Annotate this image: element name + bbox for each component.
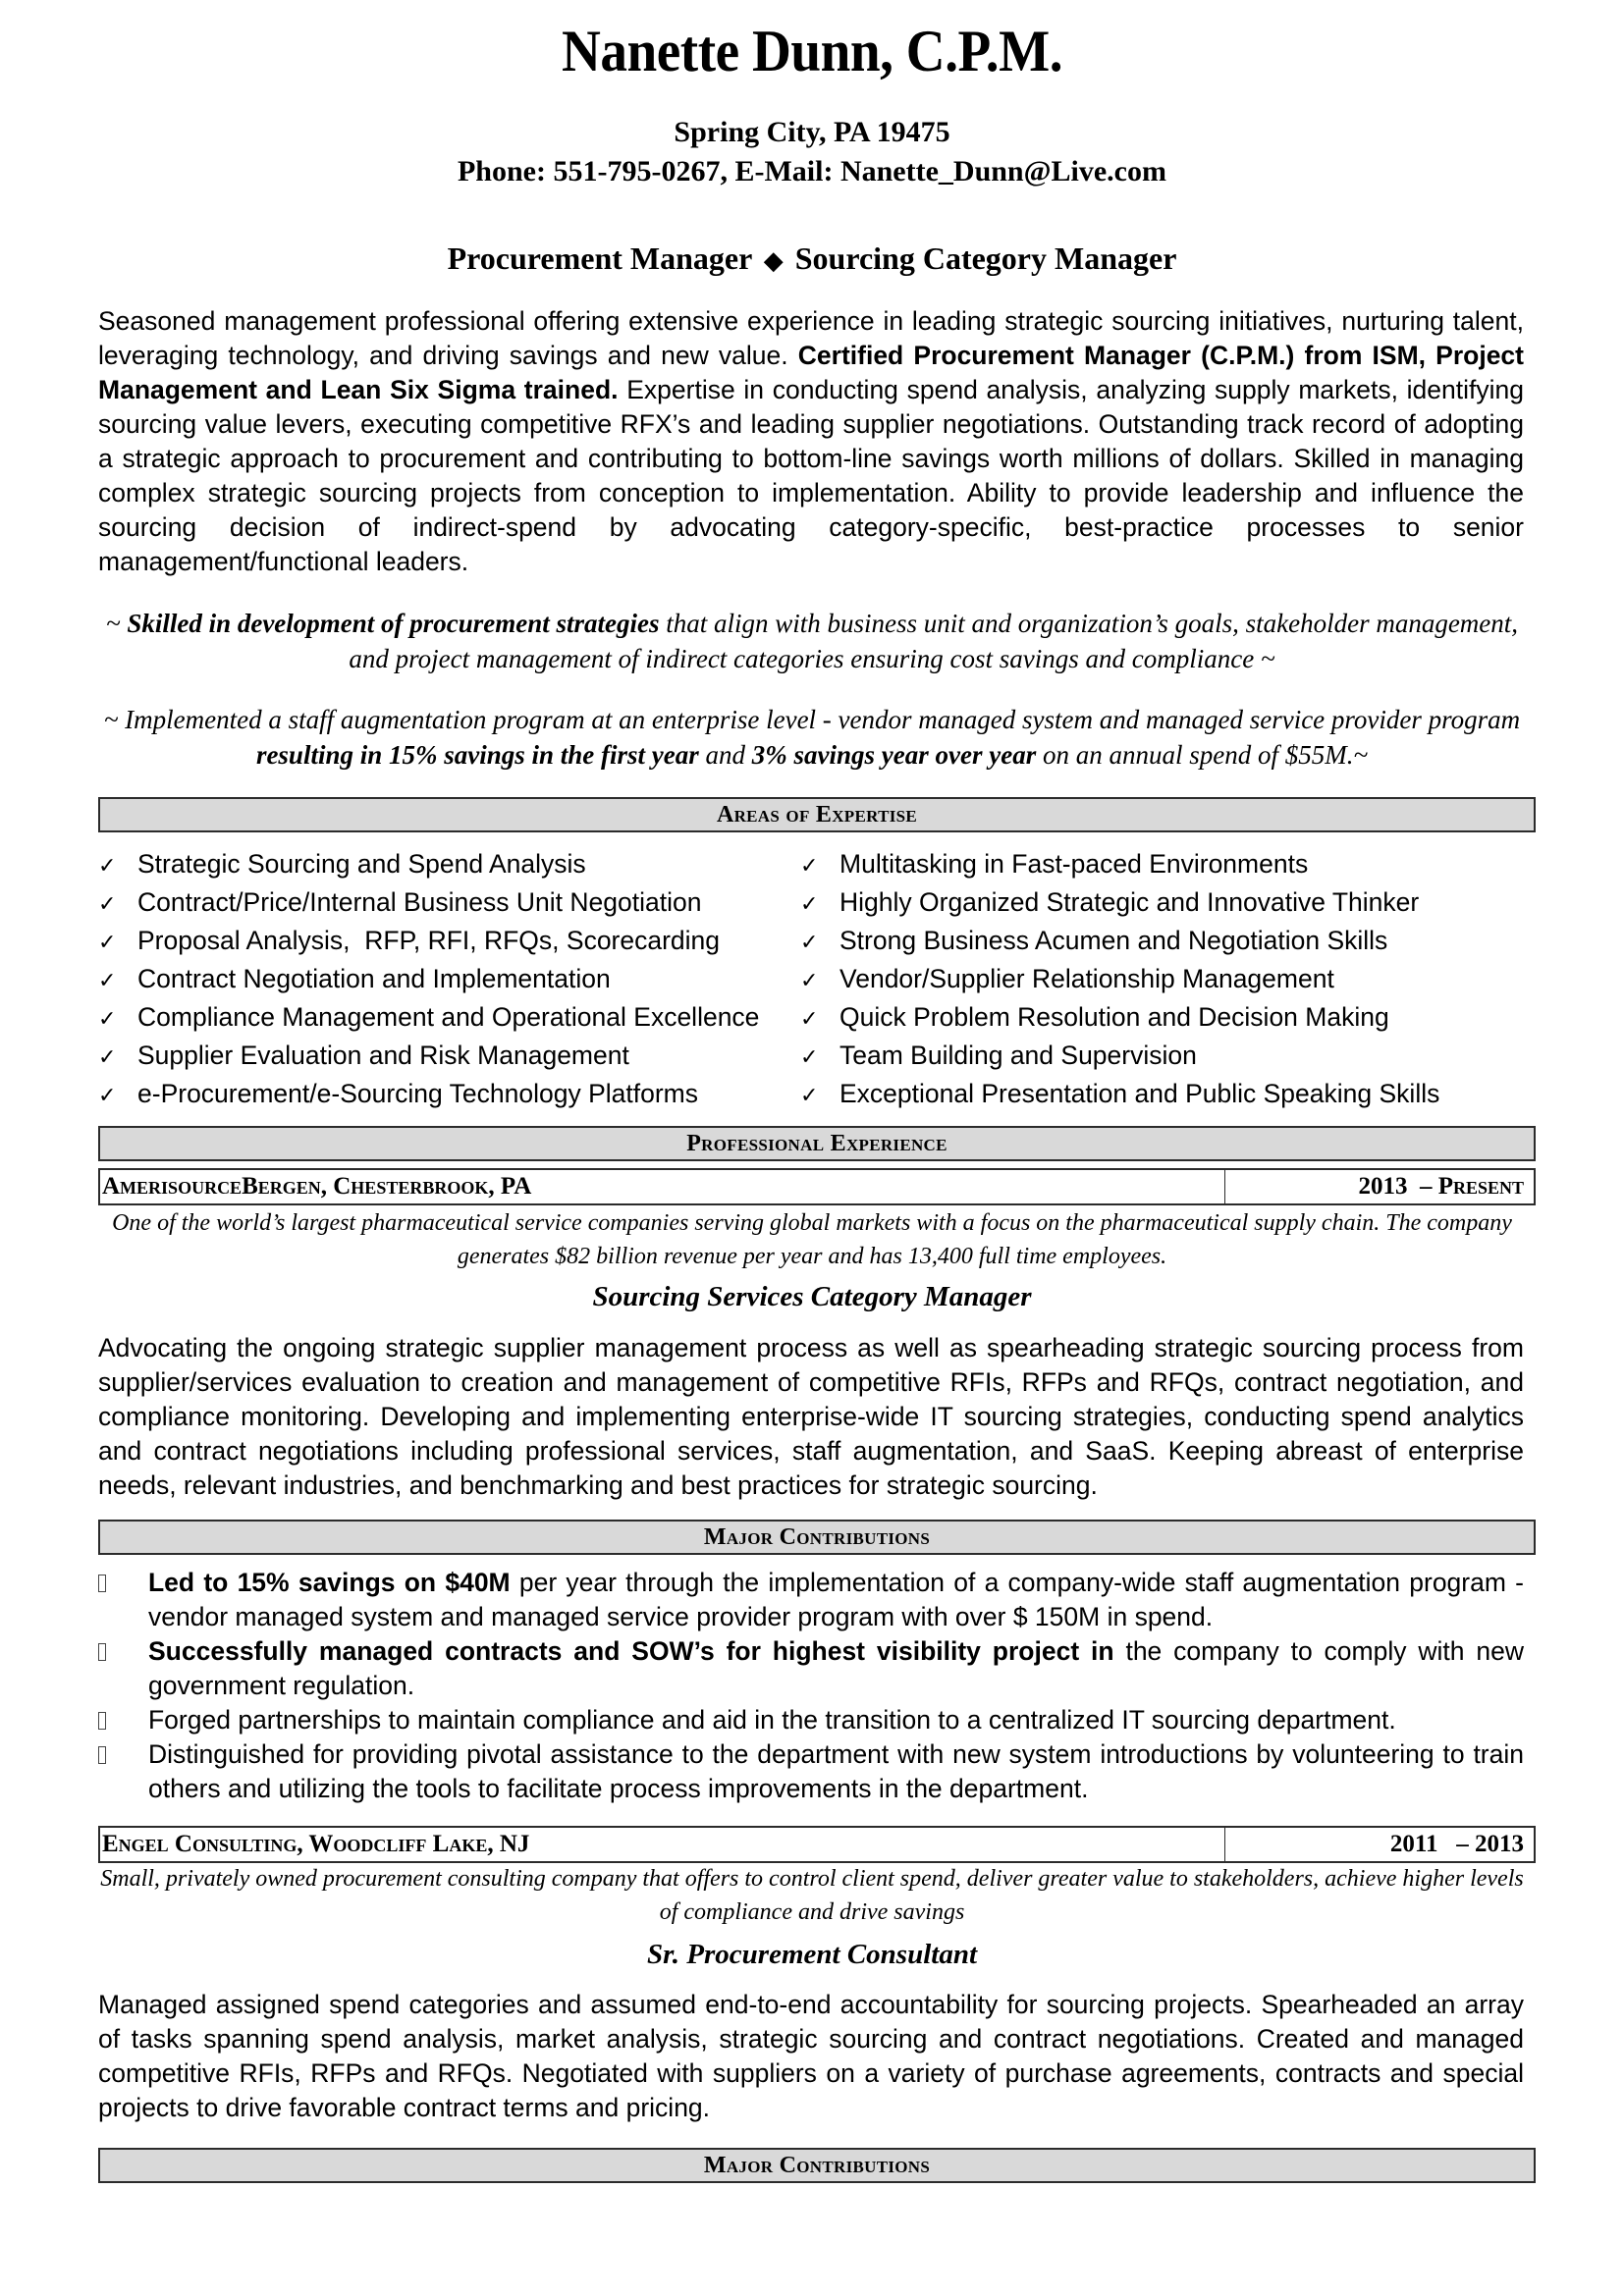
expertise-item (800, 846, 1439, 884)
tilde: ~ (105, 609, 128, 638)
check-icon: ✓ (98, 892, 117, 917)
expertise-label: Supplier Evaluation and Risk Management (137, 1041, 629, 1070)
check-icon: ✓ (98, 1007, 117, 1032)
check-icon: ✓ (98, 931, 117, 955)
section-header-contributions: Major Contributions (98, 2148, 1536, 2183)
expertise-label: Strong Business Acumen and Negotiation Skills (839, 926, 1388, 955)
contribution-item (98, 1737, 1524, 1806)
candidate-name: Nanette Dunn, C.P.M. (561, 19, 1063, 83)
section-header-experience: Professional Experience (98, 1126, 1536, 1161)
section-header-expertise: Areas of Expertise (98, 797, 1536, 832)
summary-text-continued: Expertise in conducting spend analysis, analyzing supply markets, identifying sourcing value levers, executing competitive RFX’s and leading supplier negotiations. Outstanding track record of adopting a strategic approach to procurement and contributing to bottom-line savings worth millions of dollars. Skilled in managing complex strategic sourcing projects from conception to implementation. Ability to provide leadership and influence the sourcing decision of indirect-spend by advocating category-specific, best-practice processes to senior management/functional leaders. (98, 375, 1524, 576)
expertise-item (98, 999, 759, 1038)
headline (0, 240, 1624, 277)
job-title: Sourcing Services Category Manager (592, 1281, 1032, 1312)
expertise-label: Vendor/Supplier Relationship Management (839, 964, 1334, 993)
contribution-item (98, 1566, 1524, 1634)
check-icon: ✓ (800, 892, 819, 917)
check-icon: ✓ (800, 1045, 819, 1070)
highlight-text: that align with business unit and organization’s goals, stakeholder management, and project management of indirect categories ensuring cost savings and compliance ~ (349, 609, 1519, 673)
highlight-bold: resulting in 15% savings in the first year (255, 740, 699, 770)
highlight-bold: 3% savings year over year (751, 740, 1037, 770)
check-icon: ✓ (800, 1007, 819, 1032)
contribution-text: the company to comply with new government regulation. (148, 1636, 1524, 1700)
job-summary: Managed assigned spend categories and assumed end-to-end accountability for sourcing projects. Spearheaded an array of tasks spanning spend analysis, market analysis, strategic sourcing and contract negotiations. Created and managed competitive RFIs, RFPs and RFQs. Negotiated with suppliers on a variety of purchase agreements, contracts and special projects to drive favorable contract terms and pricing. (98, 1990, 1524, 2122)
expertise-label: Exceptional Presentation and Public Speaking Skills (839, 1079, 1440, 1108)
job-header-amerisourcebergen (98, 1168, 1536, 1205)
summary-text: Seasoned management professional offering extensive experience in leading strategic sourcing initiatives, nurturing talent, leveraging technology, and driving savings and new value. (98, 306, 1524, 370)
headline-role-2: Sourcing Category Manager (794, 240, 1177, 276)
expertise-label: Contract Negotiation and Implementation (137, 964, 611, 993)
bullet-icon (98, 1643, 106, 1661)
company-name: AmerisourceBergen, Chesterbrook, PA (102, 1173, 532, 1200)
check-icon: ✓ (98, 969, 117, 993)
check-icon: ✓ (800, 854, 819, 879)
summary-certification: Certified Procurement Manager (C.P.M.) from ISM, Project Management and Lean Six Sigma trained. (98, 341, 1524, 404)
expertise-label: Contract/Price/Internal Business Unit Negotiation (137, 887, 702, 917)
expertise-label: Proposal Analysis, RFP, RFI, RFQs, Scorecarding (137, 926, 721, 955)
expertise-item (98, 961, 759, 999)
job-title: Sr. Procurement Consultant (646, 1939, 978, 1970)
expertise-item (98, 884, 759, 923)
highlight-strategies (88, 606, 1536, 676)
expertise-label: Compliance Management and Operational Excellence (137, 1002, 760, 1032)
contribution-bold: Led to 15% savings on $40M (148, 1568, 511, 1597)
expertise-item (800, 1076, 1439, 1114)
expertise-label: Quick Problem Resolution and Decision Making (839, 1002, 1389, 1032)
contact-line: Phone: 551-795-0267, E-Mail: Nanette_Dunn@Live.com (457, 155, 1166, 187)
expertise-item (98, 1038, 759, 1076)
job-header-engel-consulting (98, 1826, 1536, 1863)
headline-role-1: Procurement Manager (447, 240, 752, 276)
check-icon: ✓ (800, 931, 819, 955)
highlight-text: on an annual spend of $55M.~ (1036, 740, 1369, 770)
company-name: Engel Consulting, Woodcliff Lake, NJ (102, 1831, 530, 1857)
address: Spring City, PA 19475 (674, 116, 950, 148)
company-description: Small, privately owned procurement consulting company that offers to control client spend, deliver greater value to stakeholders, achieve higher levels of compliance and drive savings (100, 1866, 1524, 1925)
expertise-label: Highly Organized Strategic and Innovative Thinker (839, 887, 1420, 917)
diamond-separator-icon: ◆ (763, 246, 784, 275)
expertise-list-right (800, 846, 1439, 1114)
job-summary: Advocating the ongoing strategic supplier management process as well as spearheading strategic sourcing process from supplier/services evaluation to creation and management of competitive RFIs, RFPs and RFQs, contract negotiation, and compliance monitoring. Developing and implementing enterprise-wide IT sourcing strategies, conducting spend analytics and contract negotiations including professional services, staff augmentation, and SaaS. Keeping abreast of enterprise needs, relevant industries, and benchmarking and best practices for strategic sourcing. (98, 1333, 1524, 1500)
bullet-icon (98, 1746, 106, 1764)
contribution-bold: Successfully managed contracts and SOW’s for highest visibility project in (148, 1636, 1114, 1666)
check-icon: ✓ (98, 1084, 117, 1108)
highlight-staff-augmentation (88, 702, 1536, 773)
expertise-item (98, 1076, 759, 1114)
check-icon: ✓ (98, 1045, 117, 1070)
expertise-item (800, 1038, 1439, 1076)
check-icon: ✓ (800, 1084, 819, 1108)
expertise-item (800, 923, 1439, 961)
check-icon: ✓ (800, 969, 819, 993)
expertise-label: Strategic Sourcing and Spend Analysis (137, 849, 586, 879)
company-description: One of the world’s largest pharmaceutical service companies serving global markets with a focus on the pharmaceutical supply chain. The company generates $82 billion revenue per year and has 13,400 full time employees. (112, 1210, 1512, 1269)
highlight-bold: Skilled in development of procurement strategies (127, 609, 660, 638)
professional-summary (98, 304, 1524, 579)
expertise-label: Multitasking in Fast-paced Environments (839, 849, 1309, 879)
expertise-item (98, 923, 759, 961)
expertise-item (800, 884, 1439, 923)
expertise-label: e-Procurement/e-Sourcing Technology Platforms (137, 1079, 699, 1108)
bullet-icon (98, 1575, 106, 1592)
expertise-item (800, 999, 1439, 1038)
expertise-item (800, 961, 1439, 999)
expertise-list-left (98, 846, 759, 1114)
contribution-text: per year through the implementation of a company-wide staff augmentation program - vendor managed system and managed service provider program with over $ 150M in spend. (148, 1568, 1524, 1631)
employment-dates: 2013 – Present (1224, 1170, 1534, 1203)
contributions-list (98, 1566, 1524, 1806)
contribution-item (98, 1634, 1524, 1703)
check-icon: ✓ (98, 854, 117, 879)
expertise-item (98, 846, 759, 884)
section-header-contributions: Major Contributions (98, 1520, 1536, 1555)
highlight-text: and (698, 740, 752, 770)
contribution-text: Forged partnerships to maintain compliance and aid in the transition to a centralized IT sourcing department. (148, 1705, 1396, 1735)
contribution-item (98, 1703, 1524, 1737)
highlight-text: ~ Implemented a staff augmentation program at an enterprise level - vendor managed system and managed service provider program (103, 705, 1521, 734)
expertise-label: Team Building and Supervision (839, 1041, 1197, 1070)
bullet-icon (98, 1712, 106, 1730)
contribution-text: Distinguished for providing pivotal assistance to the department with new system introductions by volunteering to train others and utilizing the tools to facilitate process improvements in the department. (148, 1739, 1524, 1803)
employment-dates: 2011 – 2013 (1224, 1828, 1534, 1861)
